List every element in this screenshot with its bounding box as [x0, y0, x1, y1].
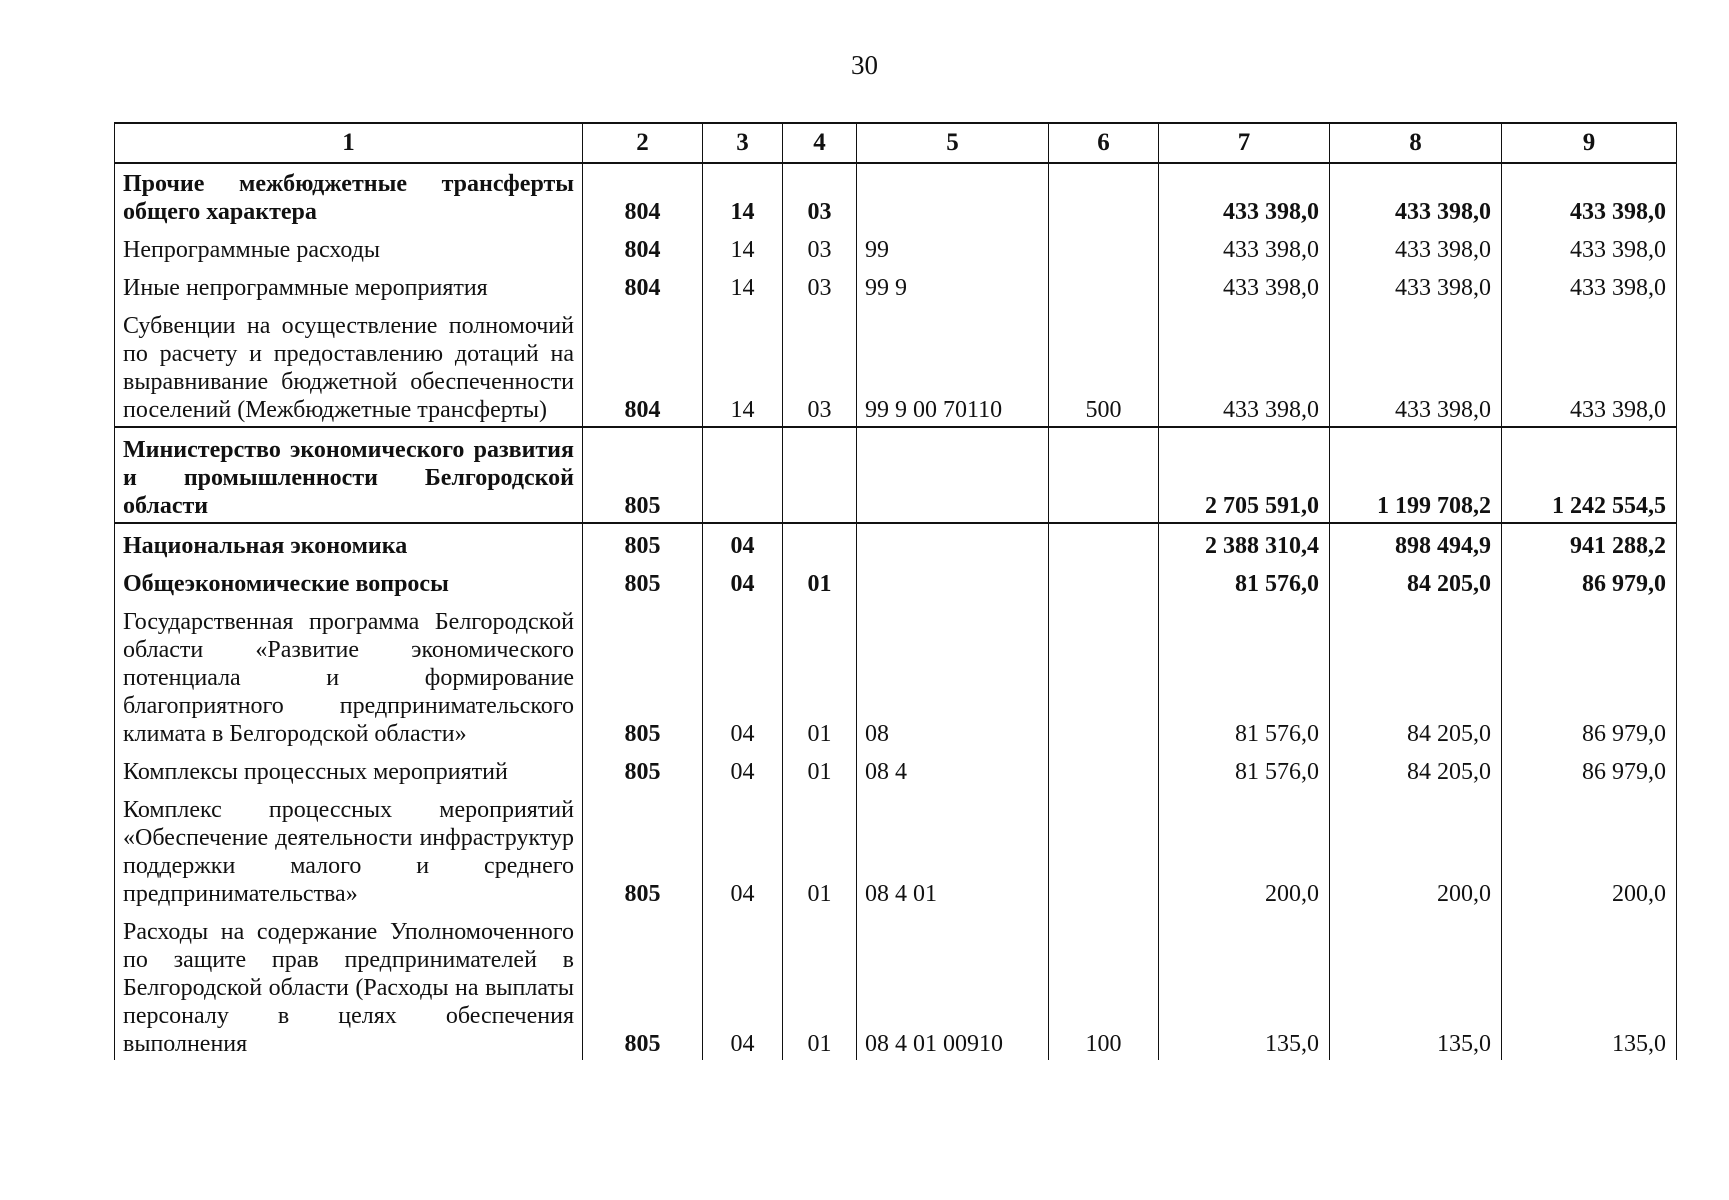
- row-sum-col8: 433 398,0: [1330, 304, 1502, 427]
- row-admin-code: 804: [583, 163, 703, 228]
- row-sum-col8: 433 398,0: [1330, 228, 1502, 266]
- header-col-2: 2: [583, 123, 703, 163]
- row-sum-col7: 433 398,0: [1159, 163, 1330, 228]
- row-sum-col7: 81 576,0: [1159, 750, 1330, 788]
- table-row: [115, 750, 1677, 788]
- row-sum-col7: 135,0: [1159, 910, 1330, 1060]
- row-admin-code: 805: [583, 750, 703, 788]
- row-name: Общеэкономические вопросы: [115, 562, 583, 600]
- header-col-3: 3: [703, 123, 783, 163]
- row-admin-code: 804: [583, 304, 703, 427]
- row-section: [703, 427, 783, 523]
- row-subsection: 01: [783, 788, 857, 910]
- header-col-7: 7: [1159, 123, 1330, 163]
- header-col-1: 1: [115, 123, 583, 163]
- row-admin-code: 805: [583, 427, 703, 523]
- row-sum-col8: 898 494,9: [1330, 523, 1502, 562]
- row-admin-code: 805: [583, 910, 703, 1060]
- row-name: Министерство экономического развития и промышленности Белгородской области: [115, 427, 583, 523]
- table-row: [115, 266, 1677, 304]
- row-target-code: [857, 523, 1049, 562]
- row-section: 04: [703, 910, 783, 1060]
- row-section: 14: [703, 266, 783, 304]
- table-row: [115, 562, 1677, 600]
- table-header-row: [115, 123, 1677, 163]
- row-sum-col9: 433 398,0: [1502, 304, 1677, 427]
- budget-table: [114, 122, 1677, 1060]
- row-name: Непрограммные расходы: [115, 228, 583, 266]
- row-subsection: 01: [783, 910, 857, 1060]
- row-sum-col7: 2 388 310,4: [1159, 523, 1330, 562]
- row-sum-col7: 81 576,0: [1159, 562, 1330, 600]
- row-admin-code: 805: [583, 562, 703, 600]
- row-subsection: 01: [783, 562, 857, 600]
- row-sum-col8: 84 205,0: [1330, 562, 1502, 600]
- table-row: [115, 523, 1677, 562]
- row-sum-col7: 433 398,0: [1159, 304, 1330, 427]
- row-sum-col8: 200,0: [1330, 788, 1502, 910]
- row-sum-col7: 200,0: [1159, 788, 1330, 910]
- row-target-code: 08 4 01 00910: [857, 910, 1049, 1060]
- row-sum-col9: 135,0: [1502, 910, 1677, 1060]
- row-expense-type: 500: [1049, 304, 1159, 427]
- row-section: 04: [703, 562, 783, 600]
- row-subsection: 01: [783, 600, 857, 750]
- table-row: [115, 600, 1677, 750]
- row-sum-col7: 81 576,0: [1159, 600, 1330, 750]
- row-target-code: [857, 163, 1049, 228]
- row-expense-type: [1049, 562, 1159, 600]
- row-target-code: 08: [857, 600, 1049, 750]
- row-name: Комплексы процессных мероприятий: [115, 750, 583, 788]
- row-sum-col9: 1 242 554,5: [1502, 427, 1677, 523]
- row-sum-col9: 433 398,0: [1502, 228, 1677, 266]
- row-sum-col9: 86 979,0: [1502, 562, 1677, 600]
- table-row: [115, 427, 1677, 523]
- header-col-4: 4: [783, 123, 857, 163]
- row-sum-col8: 433 398,0: [1330, 266, 1502, 304]
- row-target-code: [857, 562, 1049, 600]
- row-section: 04: [703, 600, 783, 750]
- row-subsection: 03: [783, 163, 857, 228]
- row-target-code: 99 9 00 70110: [857, 304, 1049, 427]
- row-admin-code: 805: [583, 600, 703, 750]
- row-subsection: [783, 427, 857, 523]
- row-admin-code: 804: [583, 266, 703, 304]
- row-expense-type: [1049, 266, 1159, 304]
- row-admin-code: 804: [583, 228, 703, 266]
- row-sum-col9: 433 398,0: [1502, 266, 1677, 304]
- row-sum-col9: 433 398,0: [1502, 163, 1677, 228]
- row-expense-type: [1049, 750, 1159, 788]
- row-name: Иные непрограммные мероприятия: [115, 266, 583, 304]
- row-target-code: 99 9: [857, 266, 1049, 304]
- row-expense-type: [1049, 600, 1159, 750]
- row-sum-col8: 84 205,0: [1330, 750, 1502, 788]
- table-row: [115, 163, 1677, 228]
- row-subsection: 03: [783, 266, 857, 304]
- row-name: Субвенции на осуществление полномочий по расчету и предоставлению дотаций на выравнивание бюджетной обеспеченности поселений (Межбюджетные трансферты): [115, 304, 583, 427]
- row-sum-col8: 1 199 708,2: [1330, 427, 1502, 523]
- row-sum-col9: 941 288,2: [1502, 523, 1677, 562]
- row-sum-col7: 2 705 591,0: [1159, 427, 1330, 523]
- row-expense-type: [1049, 427, 1159, 523]
- row-sum-col9: 86 979,0: [1502, 750, 1677, 788]
- row-expense-type: [1049, 228, 1159, 266]
- row-section: 14: [703, 163, 783, 228]
- row-section: 04: [703, 788, 783, 910]
- row-name: Расходы на содержание Уполномоченного по защите прав предпринимателей в Белгородской области (Расходы на выплаты персоналу в целях обеспечения выполнения: [115, 910, 583, 1060]
- row-subsection: 03: [783, 304, 857, 427]
- header-col-6: 6: [1049, 123, 1159, 163]
- row-name: Национальная экономика: [115, 523, 583, 562]
- row-sum-col7: 433 398,0: [1159, 228, 1330, 266]
- row-target-code: 08 4: [857, 750, 1049, 788]
- row-sum-col9: 86 979,0: [1502, 600, 1677, 750]
- row-expense-type: [1049, 163, 1159, 228]
- row-name: Прочие межбюджетные трансферты общего характера: [115, 163, 583, 228]
- row-target-code: 08 4 01: [857, 788, 1049, 910]
- row-section: 04: [703, 523, 783, 562]
- row-target-code: 99: [857, 228, 1049, 266]
- row-admin-code: 805: [583, 788, 703, 910]
- row-subsection: 03: [783, 228, 857, 266]
- row-sum-col8: 135,0: [1330, 910, 1502, 1060]
- row-subsection: 01: [783, 750, 857, 788]
- table-row: [115, 788, 1677, 910]
- row-admin-code: 805: [583, 523, 703, 562]
- row-name: Комплекс процессных мероприятий «Обеспечение деятельности инфраструктур поддержки малого и среднего предпринимательства»: [115, 788, 583, 910]
- row-name: Государственная программа Белгородской области «Развитие экономического потенциала и формирование благоприятного предпринимательского климата в Белгородской области»: [115, 600, 583, 750]
- table-row: [115, 910, 1677, 1060]
- row-sum-col8: 84 205,0: [1330, 600, 1502, 750]
- row-expense-type: 100: [1049, 910, 1159, 1060]
- row-subsection: [783, 523, 857, 562]
- row-section: 04: [703, 750, 783, 788]
- table-row: [115, 304, 1677, 427]
- row-section: 14: [703, 228, 783, 266]
- row-expense-type: [1049, 788, 1159, 910]
- row-sum-col8: 433 398,0: [1330, 163, 1502, 228]
- row-sum-col9: 200,0: [1502, 788, 1677, 910]
- header-col-9: 9: [1502, 123, 1677, 163]
- header-col-8: 8: [1330, 123, 1502, 163]
- row-sum-col7: 433 398,0: [1159, 266, 1330, 304]
- table-row: [115, 228, 1677, 266]
- page-number: 30: [851, 50, 878, 80]
- row-section: 14: [703, 304, 783, 427]
- header-col-5: 5: [857, 123, 1049, 163]
- row-target-code: [857, 427, 1049, 523]
- row-expense-type: [1049, 523, 1159, 562]
